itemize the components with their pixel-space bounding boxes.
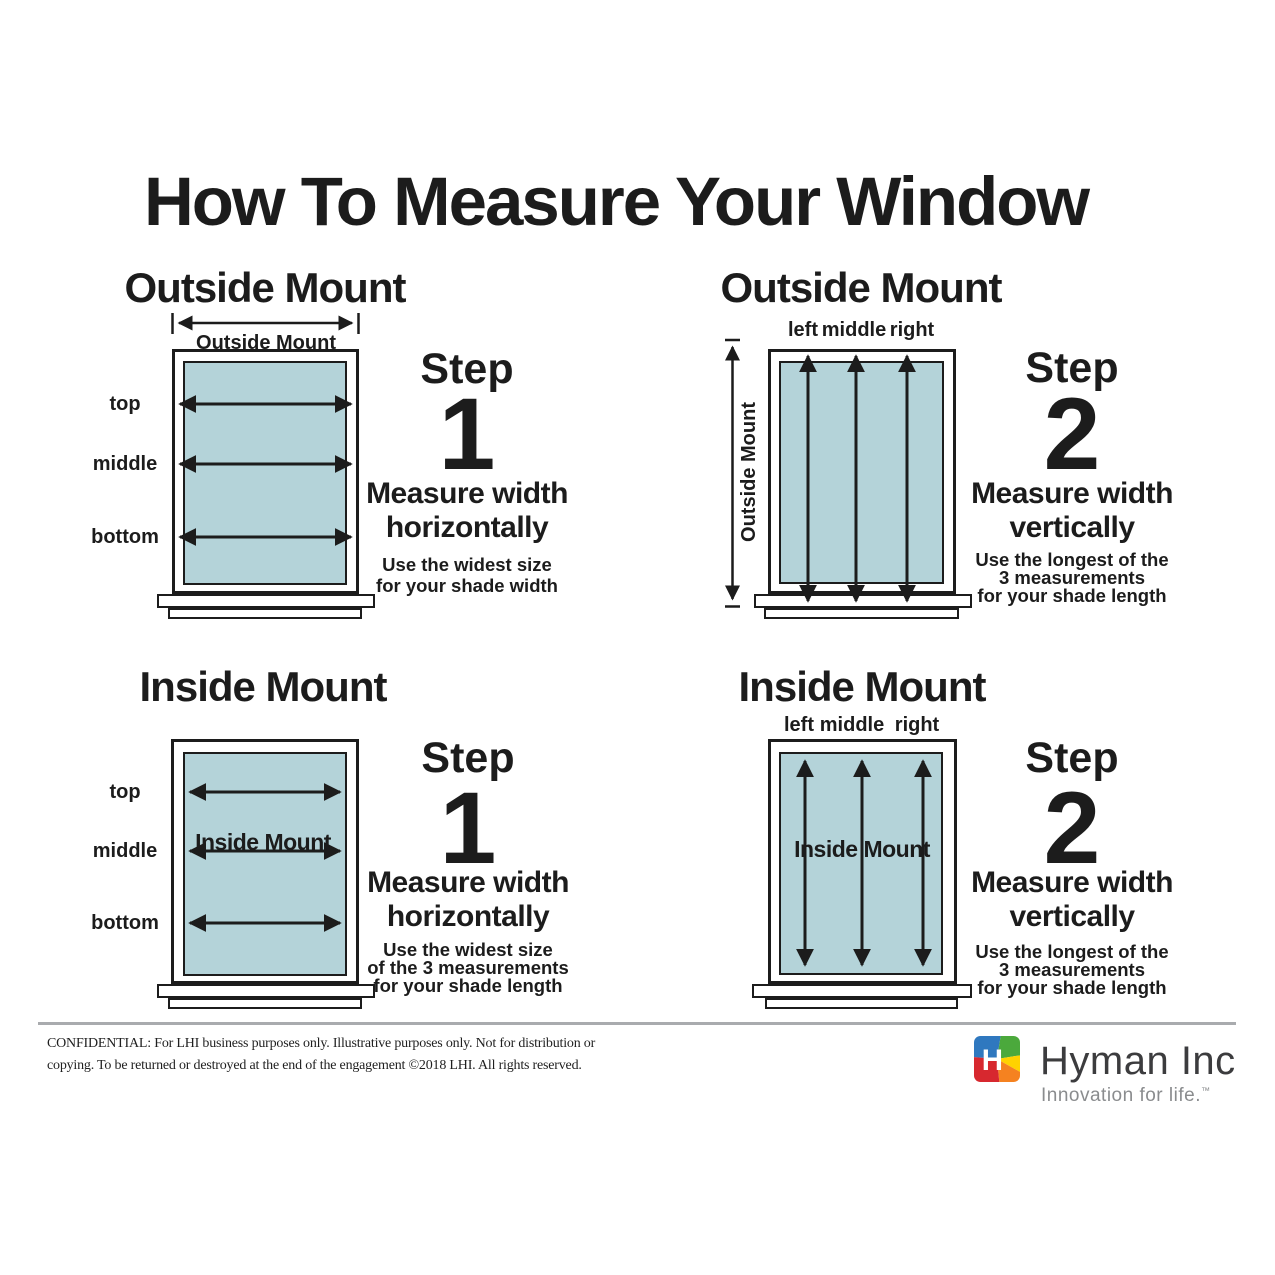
dimension-label: Outside Mount: [196, 332, 336, 354]
step-number: 2: [1043, 377, 1101, 491]
brand-name: Hyman Inc: [1040, 1039, 1236, 1083]
col-label-right: right: [894, 714, 940, 736]
row-label-top: top: [109, 393, 141, 415]
step-instruction-line2: horizontally: [386, 900, 550, 933]
step-number: 1: [439, 771, 497, 885]
confidential-line-1: CONFIDENTIAL: For LHI business purposes only. Illustrative purposes only. Not for distribution or: [47, 1036, 596, 1051]
step-instruction-line1: Measure width: [366, 477, 568, 510]
panel-heading: Inside Mount: [139, 663, 387, 710]
dimension-label-vertical: Outside Mount: [738, 402, 760, 542]
step-note-line1: Use the widest size: [382, 554, 552, 575]
window-inner-label: Inside Mount: [195, 829, 331, 855]
step-note-line3: for your shade length: [977, 585, 1167, 606]
panel-heading: Inside Mount: [738, 663, 986, 710]
tagline-text: Innovation for life.: [1041, 1085, 1201, 1106]
step-word: Step: [420, 345, 514, 393]
step-note-line2: for your shade width: [376, 575, 558, 596]
trademark-symbol: ™: [1200, 1085, 1211, 1096]
col-label-left: left: [784, 714, 814, 736]
step-note-line1: Use the longest of the: [975, 549, 1169, 570]
step-number: 1: [438, 377, 496, 491]
step-note-line1: Use the widest size: [383, 939, 553, 960]
panel-heading: Outside Mount: [124, 264, 406, 311]
row-label-top: top: [109, 781, 141, 803]
step-word: Step: [421, 734, 515, 782]
step-note-line2: 3 measurements: [998, 959, 1146, 980]
col-label-right: right: [889, 319, 935, 341]
confidential-line-2: copying. To be returned or destroyed at the end of the engagement ©2018 LHI. All rights reserved.: [47, 1057, 582, 1073]
step-instruction-line2: vertically: [1009, 511, 1135, 544]
col-label-middle: middle: [819, 714, 885, 736]
step-instruction-line1: Measure width: [971, 477, 1173, 510]
step-instruction-line1: Measure width: [367, 866, 569, 899]
window-inner-label: Inside Mount: [794, 836, 930, 862]
step-note-line2: 3 measurements: [998, 567, 1146, 588]
step-instruction-line2: horizontally: [385, 511, 549, 544]
step-note-line1: Use the longest of the: [975, 941, 1169, 962]
panel-heading: Outside Mount: [720, 264, 1002, 311]
step-note-line3: for your shade length: [977, 977, 1167, 998]
brand-tagline: [1041, 1086, 1210, 1105]
step-note-line2: of the 3 measurements: [367, 957, 569, 978]
row-label-bottom: bottom: [91, 912, 159, 934]
step-word: Step: [1025, 344, 1119, 392]
col-label-middle: middle: [821, 319, 887, 341]
footer-divider: [38, 1022, 1236, 1025]
row-label-middle: middle: [92, 840, 158, 862]
confidential-notice: [47, 1033, 707, 1076]
step-number: 2: [1043, 771, 1101, 885]
step-instruction-line2: vertically: [1009, 900, 1135, 933]
col-label-left: left: [788, 319, 818, 341]
page-title: How To Measure Your Window: [143, 163, 1089, 240]
hyman-logo-icon: [974, 1036, 1020, 1082]
step-word: Step: [1025, 734, 1119, 782]
row-label-middle: middle: [92, 453, 158, 475]
step-note-line3: for your shade length: [373, 975, 563, 996]
logo-letter: H: [981, 1044, 1004, 1078]
step-instruction-line1: Measure width: [971, 866, 1173, 899]
row-label-bottom: bottom: [91, 526, 159, 548]
